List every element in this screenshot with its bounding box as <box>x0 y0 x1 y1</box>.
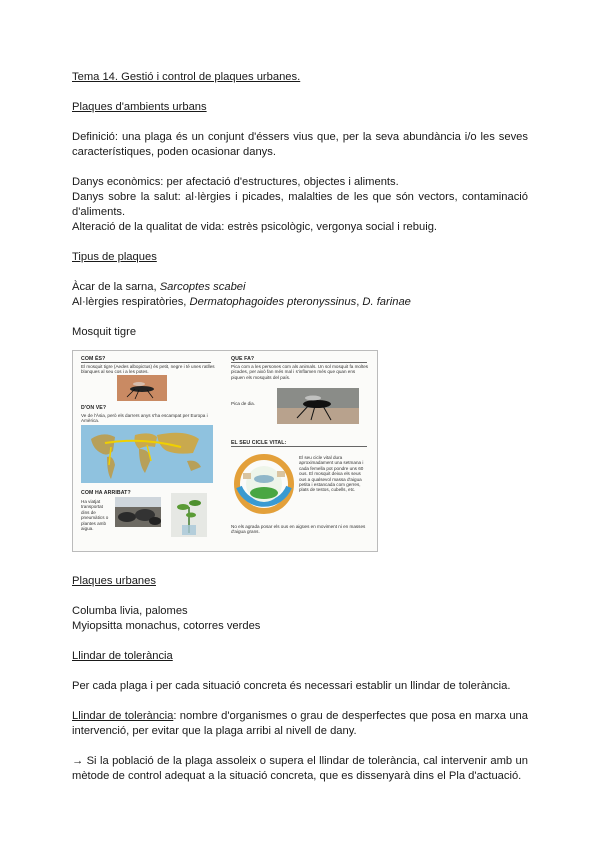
pest-item-allergy: Al·lèrgies respiratòries, Dermatophagoides pteronyssinus, D. farinae <box>72 296 411 308</box>
infographic-que-fa: QUE FA? <box>231 356 255 362</box>
section-title-urban-pests: Plaques urbanes <box>72 575 156 587</box>
mosquito-photo <box>117 375 167 401</box>
section-title-threshold: Llindar de tolerància <box>72 650 173 662</box>
tyres-photo <box>115 497 161 527</box>
urban-pest-item: Myiopsitta monachus, cotorres verdes <box>72 620 261 632</box>
document-page <box>72 70 528 784</box>
pest-item-acar: Àcar de la sarna, Sarcoptes scabei <box>72 281 246 293</box>
threshold-action-paragraph: → Si la població de la plaga assoleix o supera el llindar de tolerància, cal intervenir amb un mètode de control adequat a la situació concreta, que es dissenyarà dins el Pla d'actuació. <box>72 755 528 782</box>
damage-item: Danys econòmics: per afectació d'estructures, objectes i aliments. <box>72 176 399 188</box>
mosquito-biting-photo <box>277 388 359 424</box>
damage-item: Danys sobre la salut: al·lèrgies i picades, malalties de les que són vectors, contaminació d'aliments. <box>72 191 528 218</box>
plant-photo <box>171 493 207 537</box>
world-map <box>81 425 213 483</box>
section-title-urban-environments: Plaques d'ambients urbans <box>72 101 207 113</box>
infographic-don-ve-text: Ve de l'Àsia, però els darrers anys s'ha escampat per Europa i Amèrica. <box>81 413 208 424</box>
infographic-don-ve: D'ON VE? <box>81 405 107 411</box>
life-cycle-diagram <box>233 453 295 515</box>
infographic-cicle-text: El seu cicle vital dura aproximadament una setmana i cada femella pot pondre uns 60 ous. El mosquit deixa els seus ous a qualsevol massa d'aigua petita i estancada com gerres, plats de testos, cubells, etc. <box>299 455 364 493</box>
threshold-paragraph: Per cada plaga i per cada situació concreta és necessari establir un llindar de tolerància. <box>72 680 511 692</box>
infographic-pica-de-dia: Pica de dia. <box>231 401 256 406</box>
infographic-cicle-vital: EL SEU CICLE VITAL: <box>231 440 287 446</box>
infographic-com-ha-arribat: COM HA ARRIBAT? <box>81 490 131 496</box>
page-heading: Tema 14. Gestió i control de plaques urbanes. <box>72 71 301 83</box>
infographic-com-es: COM ÉS? <box>81 356 106 362</box>
infographic-com-ha-arribat-text: Ha viatjat transportat dins de pneumàtics o plantes amb aigua. <box>81 499 109 532</box>
mosquito-title: Mosquit tigre <box>72 326 137 338</box>
infographic-cicle-bottom: No els agrada posar els ous en aigües en moviment ni en masses d'aigua grans. <box>231 524 366 535</box>
tiger-mosquito-infographic <box>72 350 378 552</box>
infographic-que-fa-text: Pica com a les persones com als animals. Un sol mosquit fa moltes picades, per això fan més mal i s'inflamen més que quan ens piquen els mosquits del país. <box>231 364 369 380</box>
section-title-pest-types: Tipus de plaques <box>72 251 157 263</box>
definition-paragraph: Definició: una plaga és un conjunt d'éssers vius que, per la seva abundància i/o les seves característiques, poden ocasionar danys. <box>72 131 528 158</box>
infographic-com-es-text: El mosquit tigre (Aedes albopictus) és petit, negre i té unes ratlles blanques al seu cos i a les potes. <box>81 364 215 375</box>
damage-item: Alteració de la qualitat de vida: estrès psicològic, vergonya social i rebuig. <box>72 221 438 233</box>
threshold-definition: Llindar de tolerància: nombre d'organismes o grau de desperfectes que posa en marxa una intervenció, per evitar que la plaga arribi al nivell de dany. <box>72 710 528 737</box>
urban-pest-item: Columba livia, palomes <box>72 605 188 617</box>
